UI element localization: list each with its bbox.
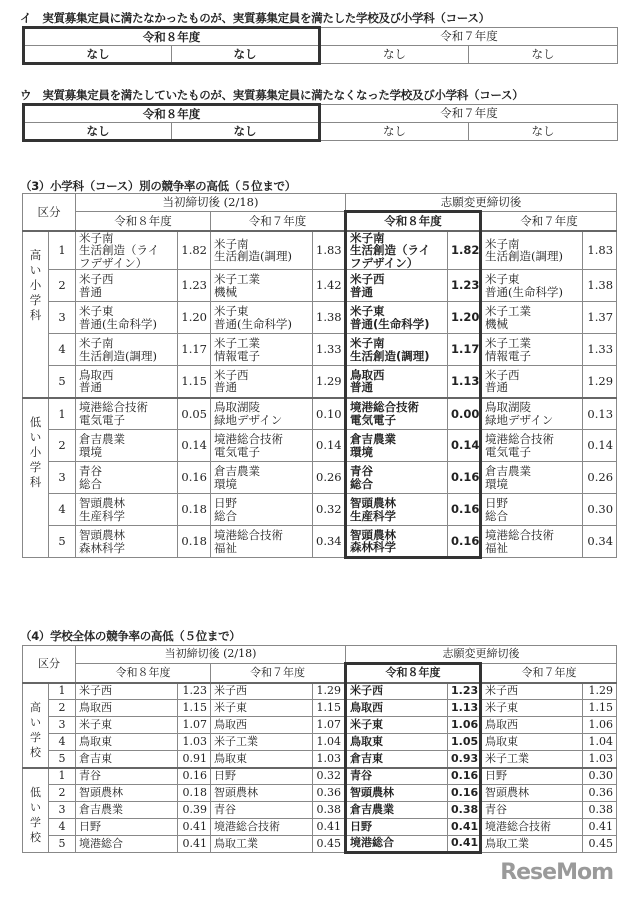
school-name: 鳥取西 普通 xyxy=(346,366,448,398)
competition-rate: 1.29 xyxy=(313,683,346,700)
competition-rate: 1.29 xyxy=(583,683,617,700)
school-name: 米子南 生活創造(調理) xyxy=(211,231,313,270)
table-row xyxy=(23,700,617,717)
competition-rate: 1.17 xyxy=(448,334,481,366)
competition-rate: 1.33 xyxy=(583,334,617,366)
table-row xyxy=(23,683,617,700)
rank: 5 xyxy=(49,366,76,398)
school-name: 日野 総合 xyxy=(481,494,583,526)
school-name: 境港総合技術 xyxy=(211,819,313,836)
changed-deadline-header: 志願変更締切後 xyxy=(346,646,617,664)
competition-rate: 1.15 xyxy=(313,700,346,717)
competition-rate: 0.45 xyxy=(583,836,617,853)
competition-rate: 1.07 xyxy=(178,717,211,734)
competition-rate: 1.23 xyxy=(178,270,211,302)
table-row xyxy=(23,462,617,494)
school-name: 境港総合技術 電気電子 xyxy=(346,398,448,430)
school-name: 鳥取工業 xyxy=(211,836,313,853)
school-name: 米子東 普通(生命科学) xyxy=(76,302,178,334)
school-name: 青谷 総合 xyxy=(76,462,178,494)
group-label: 高 い 小 学 科 xyxy=(23,231,49,398)
school-name: 鳥取西 xyxy=(346,700,448,717)
competition-rate: 0.13 xyxy=(583,398,617,430)
rank: 4 xyxy=(49,334,76,366)
table-row xyxy=(23,270,617,302)
table-row xyxy=(23,430,617,462)
competition-rate: 1.38 xyxy=(313,302,346,334)
competition-rate: 0.26 xyxy=(583,462,617,494)
school-name: 鳥取湖陵 緑地デザイン xyxy=(211,398,313,430)
table-row xyxy=(23,231,617,270)
table-row xyxy=(23,734,617,751)
school-name: 倉吉農業 環境 xyxy=(481,462,583,494)
competition-rate: 1.23 xyxy=(448,270,481,302)
school-name: 智頭農林 生産科学 xyxy=(76,494,178,526)
competition-rate: 0.36 xyxy=(583,785,617,802)
school-name: 倉吉農業 環境 xyxy=(76,430,178,462)
value-cell: なし xyxy=(320,123,469,141)
school-name: 鳥取西 普通 xyxy=(76,366,178,398)
competition-rate: 1.29 xyxy=(313,366,346,398)
rank: 4 xyxy=(49,734,76,751)
competition-rate: 1.15 xyxy=(178,700,211,717)
table-row xyxy=(23,802,617,819)
competition-rate: 0.16 xyxy=(448,526,481,558)
competition-rate: 0.16 xyxy=(448,462,481,494)
r7-header: 令和７年度 xyxy=(211,664,346,683)
competition-rate: 0.00 xyxy=(448,398,481,430)
school-name: 米子西 普通 xyxy=(76,270,178,302)
value-cell: なし xyxy=(320,46,469,64)
school-name: 智頭農林 xyxy=(481,785,583,802)
section-4-title: （4）学校全体の競争率の高低（５位まで） xyxy=(20,629,241,643)
rank: 2 xyxy=(49,700,76,717)
rank: 1 xyxy=(49,231,76,270)
school-name: 米子西 普通 xyxy=(481,366,583,398)
section-i-table xyxy=(22,26,618,65)
school-name: 米子西 xyxy=(346,683,448,700)
competition-rate: 0.14 xyxy=(448,430,481,462)
competition-rate: 1.37 xyxy=(583,302,617,334)
school-name: 倉吉農業 xyxy=(346,802,448,819)
school-name: 米子工業 xyxy=(211,734,313,751)
school-name: 米子南 生活創造(調理) xyxy=(346,334,448,366)
school-name: 青谷 xyxy=(481,802,583,819)
kubun-header: 区分 xyxy=(23,194,76,231)
table-row xyxy=(23,751,617,768)
school-name: 米子西 普通 xyxy=(211,366,313,398)
school-name: 米子工業 機械 xyxy=(211,270,313,302)
school-name: 米子工業 xyxy=(481,751,583,768)
school-name: 境港総合 xyxy=(76,836,178,853)
competition-rate: 0.16 xyxy=(448,785,481,802)
competition-rate: 0.16 xyxy=(448,494,481,526)
initial-deadline-header: 当初締切後 (2/18) xyxy=(76,194,346,212)
school-name: 鳥取西 xyxy=(481,717,583,734)
rank: 5 xyxy=(49,526,76,558)
competition-rate: 1.17 xyxy=(178,334,211,366)
school-name: 青谷 xyxy=(76,768,178,785)
school-name: 智頭農林 xyxy=(76,785,178,802)
school-name: 智頭農林 生産科学 xyxy=(346,494,448,526)
table-row xyxy=(23,526,617,558)
school-name: 青谷 xyxy=(346,768,448,785)
header-r8: 令和８年度 xyxy=(24,105,320,123)
rank: 3 xyxy=(49,802,76,819)
school-name: 青谷 xyxy=(211,802,313,819)
competition-rate: 0.39 xyxy=(178,802,211,819)
r8-changed-header: 令和８年度 xyxy=(346,212,481,231)
rank: 5 xyxy=(49,751,76,768)
competition-rate: 0.14 xyxy=(583,430,617,462)
competition-rate: 1.06 xyxy=(583,717,617,734)
school-name: 米子工業 情報電子 xyxy=(481,334,583,366)
competition-rate: 0.18 xyxy=(178,785,211,802)
rank: 3 xyxy=(49,302,76,334)
header-r8: 令和８年度 xyxy=(24,28,320,46)
competition-rate: 1.03 xyxy=(583,751,617,768)
table-row xyxy=(23,302,617,334)
competition-rate: 1.15 xyxy=(583,700,617,717)
competition-rate: 1.42 xyxy=(313,270,346,302)
competition-rate: 1.20 xyxy=(448,302,481,334)
rank: 2 xyxy=(49,430,76,462)
school-name: 鳥取東 xyxy=(481,734,583,751)
competition-rate: 1.23 xyxy=(448,683,481,700)
school-name: 米子南 生活創造(調理) xyxy=(481,231,583,270)
school-name: 鳥取東 xyxy=(346,734,448,751)
competition-rate: 0.14 xyxy=(313,430,346,462)
competition-rate: 0.30 xyxy=(583,494,617,526)
table-row xyxy=(23,398,617,430)
competition-rate: 0.32 xyxy=(313,494,346,526)
competition-rate: 1.06 xyxy=(448,717,481,734)
r7-header: 令和７年度 xyxy=(211,212,346,231)
competition-rate: 0.36 xyxy=(313,785,346,802)
competition-rate: 1.33 xyxy=(313,334,346,366)
competition-rate: 0.41 xyxy=(448,819,481,836)
competition-rate: 1.83 xyxy=(583,231,617,270)
r8-header: 令和８年度 xyxy=(76,664,211,683)
competition-rate: 0.16 xyxy=(178,768,211,785)
school-name: 智頭農林 xyxy=(211,785,313,802)
competition-rate: 1.82 xyxy=(448,231,481,270)
course-competition-table xyxy=(22,193,617,559)
competition-rate: 1.82 xyxy=(178,231,211,270)
competition-rate: 0.26 xyxy=(313,462,346,494)
competition-rate: 1.05 xyxy=(448,734,481,751)
rank: 2 xyxy=(49,785,76,802)
competition-rate: 1.07 xyxy=(313,717,346,734)
school-name: 境港総合技術 電気電子 xyxy=(76,398,178,430)
school-name: 倉吉農業 環境 xyxy=(211,462,313,494)
competition-rate: 0.18 xyxy=(178,494,211,526)
competition-rate: 1.04 xyxy=(583,734,617,751)
school-name: 境港総合技術 電気電子 xyxy=(481,430,583,462)
table-row xyxy=(23,836,617,853)
school-name: 境港総合技術 電気電子 xyxy=(211,430,313,462)
competition-rate: 1.03 xyxy=(313,751,346,768)
competition-rate: 0.30 xyxy=(583,768,617,785)
kubun-header: 区分 xyxy=(23,646,76,683)
school-name: 鳥取東 xyxy=(76,734,178,751)
rank: 2 xyxy=(49,270,76,302)
school-name: 日野 総合 xyxy=(211,494,313,526)
school-name: 米子西 普通 xyxy=(346,270,448,302)
school-name: 境港総合 xyxy=(346,836,448,853)
school-name: 米子工業 情報電子 xyxy=(211,334,313,366)
competition-rate: 0.41 xyxy=(178,819,211,836)
value-cell: なし xyxy=(172,46,320,64)
competition-rate: 0.10 xyxy=(313,398,346,430)
competition-rate: 0.38 xyxy=(313,802,346,819)
table-row xyxy=(23,768,617,785)
r8-changed-header: 令和８年度 xyxy=(346,664,481,683)
r7-changed-header: 令和７年度 xyxy=(481,664,617,683)
rank: 1 xyxy=(49,398,76,430)
school-name: 米子東 xyxy=(481,700,583,717)
r7-changed-header: 令和７年度 xyxy=(481,212,617,231)
competition-rate: 0.41 xyxy=(178,836,211,853)
section-u-title: ウ 実質募集定員を満たしていたものが、実質募集定員に満たなくなった学校及び小学科（コース） xyxy=(20,88,524,102)
competition-rate: 0.34 xyxy=(313,526,346,558)
school-name: 鳥取西 xyxy=(76,700,178,717)
group-label: 低 い 学 校 xyxy=(23,768,49,853)
competition-rate: 0.18 xyxy=(178,526,211,558)
school-name: 米子南 生活創造(調理) xyxy=(76,334,178,366)
competition-rate: 1.20 xyxy=(178,302,211,334)
school-name: 日野 xyxy=(481,768,583,785)
school-name: 鳥取工業 xyxy=(481,836,583,853)
school-name: 倉吉農業 xyxy=(76,802,178,819)
school-name: 米子東 xyxy=(211,700,313,717)
school-name: 米子東 普通(生命科学) xyxy=(211,302,313,334)
rank: 4 xyxy=(49,819,76,836)
competition-rate: 0.34 xyxy=(583,526,617,558)
school-name: 米子南 生活創造（ライ フデザイン） xyxy=(346,231,448,270)
section-3-title: （3）小学科（コース）別の競争率の高低（５位まで） xyxy=(20,179,296,193)
competition-rate: 0.41 xyxy=(313,819,346,836)
competition-rate: 0.38 xyxy=(448,802,481,819)
table-row xyxy=(23,494,617,526)
value-cell: なし xyxy=(24,123,172,141)
rank: 3 xyxy=(49,717,76,734)
school-name: 境港総合技術 福祉 xyxy=(481,526,583,558)
school-name: 鳥取西 xyxy=(211,717,313,734)
school-name: 日野 xyxy=(76,819,178,836)
table-row xyxy=(23,366,617,398)
rank: 1 xyxy=(49,768,76,785)
competition-rate: 0.91 xyxy=(178,751,211,768)
school-name: 鳥取湖陵 緑地デザイン xyxy=(481,398,583,430)
school-name: 倉吉東 xyxy=(346,751,448,768)
school-name: 米子西 xyxy=(481,683,583,700)
competition-rate: 1.13 xyxy=(448,366,481,398)
value-cell: なし xyxy=(469,123,618,141)
initial-deadline-header: 当初締切後 (2/18) xyxy=(76,646,346,664)
competition-rate: 1.23 xyxy=(178,683,211,700)
rank: 5 xyxy=(49,836,76,853)
school-name: 倉吉東 xyxy=(76,751,178,768)
school-competition-table xyxy=(22,645,617,854)
school-name: 青谷 総合 xyxy=(346,462,448,494)
competition-rate: 0.05 xyxy=(178,398,211,430)
value-cell: なし xyxy=(469,46,618,64)
group-label: 高 い 学 校 xyxy=(23,683,49,768)
header-r7: 令和７年度 xyxy=(320,28,618,46)
r8-header: 令和８年度 xyxy=(76,212,211,231)
competition-rate: 0.16 xyxy=(448,768,481,785)
school-name: 米子西 xyxy=(211,683,313,700)
school-name: 日野 xyxy=(211,768,313,785)
value-cell: なし xyxy=(24,46,172,64)
competition-rate: 1.13 xyxy=(448,700,481,717)
school-name: 米子南 生活創造（ライ フデザイン） xyxy=(76,231,178,270)
competition-rate: 1.03 xyxy=(178,734,211,751)
table-row xyxy=(23,819,617,836)
group-label: 低 い 小 学 科 xyxy=(23,398,49,558)
school-name: 智頭農林 xyxy=(346,785,448,802)
section-u-table xyxy=(22,103,618,142)
value-cell: なし xyxy=(172,123,320,141)
school-name: 日野 xyxy=(346,819,448,836)
competition-rate: 0.32 xyxy=(313,768,346,785)
school-name: 境港総合技術 福祉 xyxy=(211,526,313,558)
competition-rate: 1.83 xyxy=(313,231,346,270)
school-name: 米子西 xyxy=(76,683,178,700)
competition-rate: 0.41 xyxy=(448,836,481,853)
table-row xyxy=(23,717,617,734)
table-row xyxy=(23,334,617,366)
school-name: 智頭農林 森林科学 xyxy=(346,526,448,558)
rank: 3 xyxy=(49,462,76,494)
competition-rate: 0.16 xyxy=(178,462,211,494)
school-name: 境港総合技術 xyxy=(481,819,583,836)
competition-rate: 1.29 xyxy=(583,366,617,398)
section-i-title: イ 実質募集定員に満たなかったものが、実質募集定員を満たした学校及び小学科（コース） xyxy=(20,11,490,25)
competition-rate: 0.41 xyxy=(583,819,617,836)
school-name: 米子東 普通(生命科学) xyxy=(481,270,583,302)
school-name: 米子東 xyxy=(76,717,178,734)
school-name: 倉吉農業 環境 xyxy=(346,430,448,462)
school-name: 智頭農林 森林科学 xyxy=(76,526,178,558)
school-name: 米子東 xyxy=(346,717,448,734)
table-row xyxy=(23,785,617,802)
header-r7: 令和７年度 xyxy=(320,105,618,123)
competition-rate: 0.38 xyxy=(583,802,617,819)
competition-rate: 1.15 xyxy=(178,366,211,398)
competition-rate: 1.04 xyxy=(313,734,346,751)
competition-rate: 1.38 xyxy=(583,270,617,302)
changed-deadline-header: 志願変更締切後 xyxy=(346,194,617,212)
competition-rate: 0.45 xyxy=(313,836,346,853)
resemom-logo: ReseMom xyxy=(500,860,613,885)
competition-rate: 0.93 xyxy=(448,751,481,768)
rank: 4 xyxy=(49,494,76,526)
school-name: 鳥取東 xyxy=(211,751,313,768)
school-name: 米子工業 機械 xyxy=(481,302,583,334)
school-name: 米子東 普通(生命科学) xyxy=(346,302,448,334)
rank: 1 xyxy=(49,683,76,700)
competition-rate: 0.14 xyxy=(178,430,211,462)
